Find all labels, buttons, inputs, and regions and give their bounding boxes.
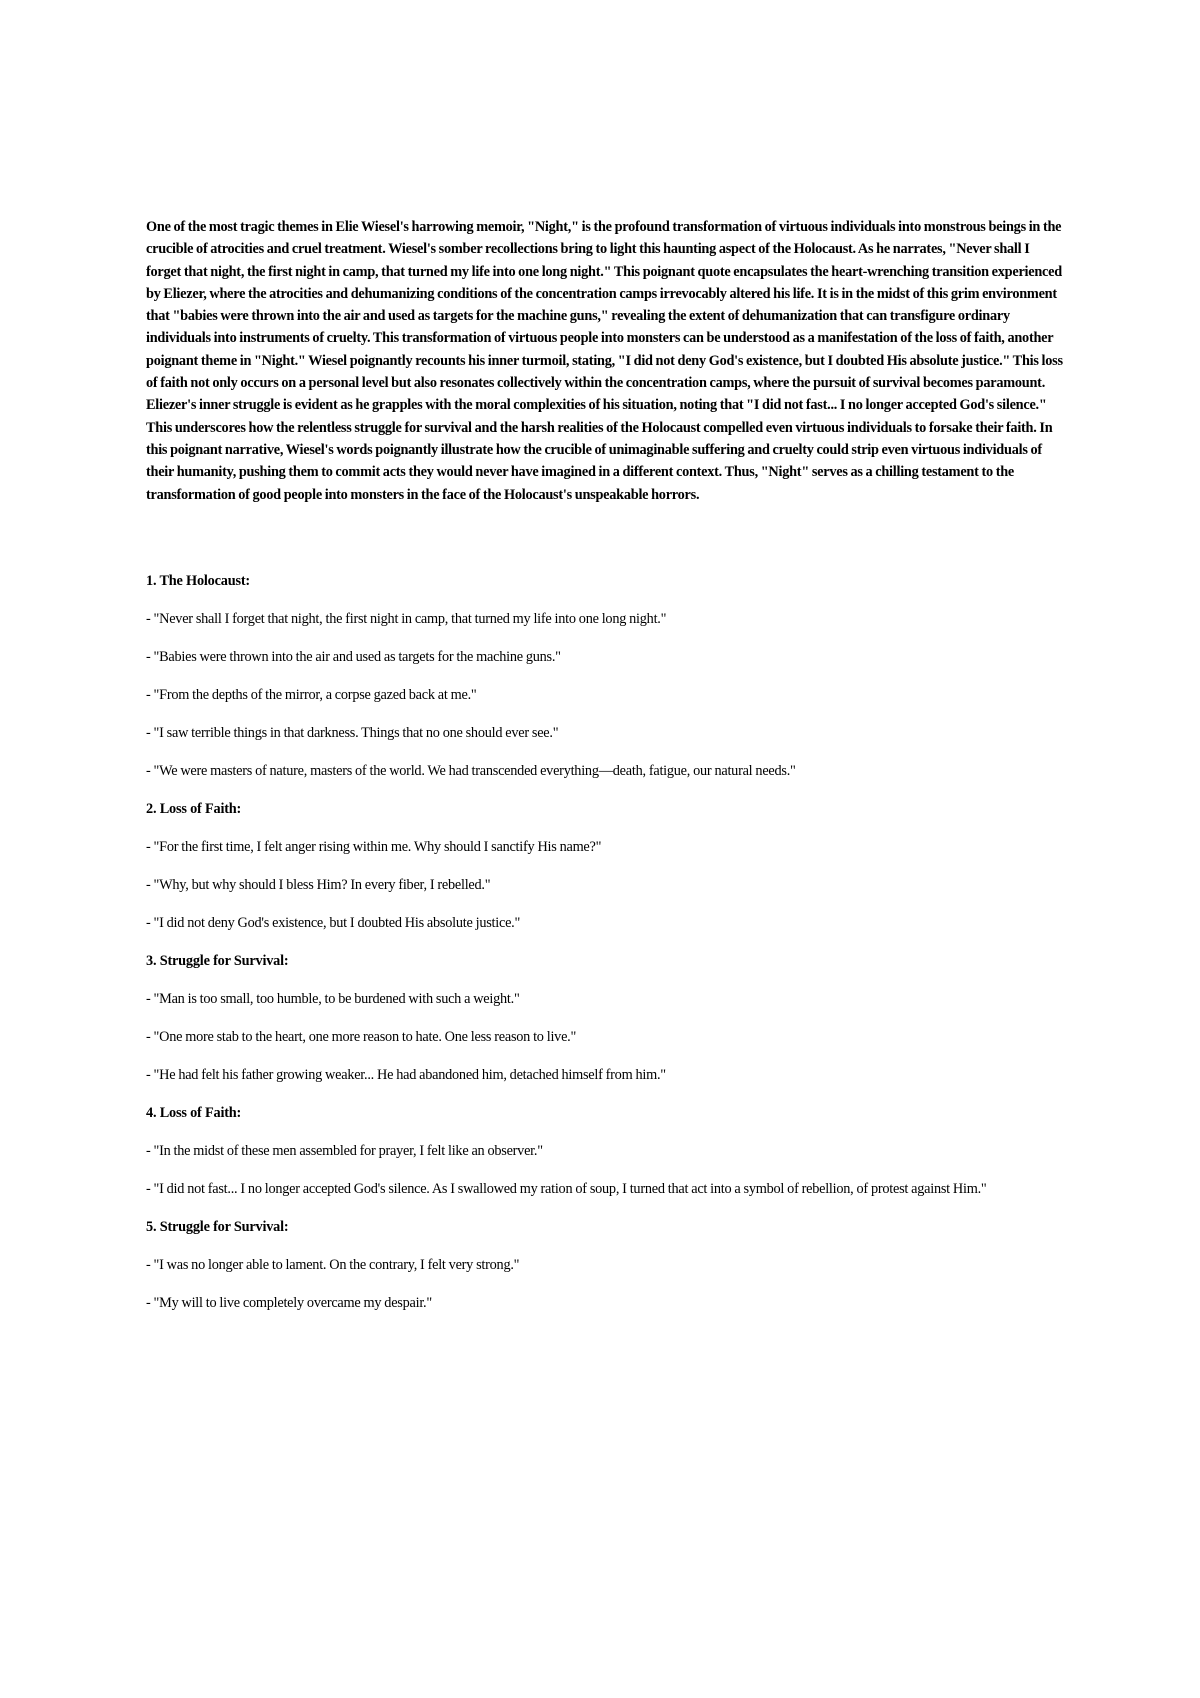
intro-paragraph: One of the most tragic themes in Elie Wiesel's harrowing memoir, "Night," is the profound transformation of virtuous individuals into monstrous beings in the crucible of atrocities and cruel treatment. Wiesel's somber recollections bring to light this haunting aspect of the Holocaust. As he narrates, "Never shall I forget that night, the first night in camp, that turned my life into one long night." This poignant quote encapsulates the heart-wrenching transition experienced by Eliezer, where the atrocities and dehumanizing conditions of the concentration camps irrevocably altered his life. It is in the midst of this grim environment that "babies were thrown into the air and used as targets for the machine guns," revealing the extent of dehumanization that can transfigure ordinary individuals into instruments of cruelty. This transformation of virtuous people into monsters can be understood as a manifestation of the loss of faith, another poignant theme in "Night." Wiesel poignantly recounts his inner turmoil, stating, "I did not deny God's existence, but I doubted His absolute justice." This loss of faith not only occurs on a personal level but also resonates collectively within the concentration camps, where the pursuit of survival becomes paramount. Eliezer's inner struggle is evident as he grapples with the moral complexities of his situation, noting that "I did not fast... I no longer accepted God's silence." This underscores how the relentless struggle for survival and the harsh realities of the Holocaust compelled even virtuous individuals to forsake their faith. In this poignant narrative, Wiesel's words poignantly illustrate how the crucible of unimaginable suffering and cruelty could strip even virtuous individuals of their humanity, pushing them to commit acts they would never have imagined in a different context. Thus, "Night" serves as a chilling testament to the transformation of good people into monsters in the face of the Holocaust's unspeakable horrors. (146, 219, 1063, 503)
quote-item: - "I saw terrible things in that darkness. Things that no one should ever see." (146, 724, 559, 741)
quote-item: - "For the first time, I felt anger rising within me. Why should I sanctify His name?" (146, 838, 602, 855)
quote-item: - "Never shall I forget that night, the first night in camp, that turned my life into one long night." (146, 610, 667, 627)
quote-item: - "My will to live completely overcame my despair." (146, 1294, 432, 1311)
section-heading: 5. Struggle for Survival: (146, 1218, 289, 1235)
quote-item: - "We were masters of nature, masters of the world. We had transcended everything—death, fatigue, our natural needs." (146, 762, 796, 779)
section-loss-of-faith-2 (146, 1102, 1064, 1200)
section-heading: 4. Loss of Faith: (146, 1104, 242, 1121)
section-heading: 3. Struggle for Survival: (146, 952, 289, 969)
quote-item: - "Babies were thrown into the air and used as targets for the machine guns." (146, 648, 561, 665)
section-loss-of-faith (146, 798, 1064, 934)
section-heading: 2. Loss of Faith: (146, 800, 242, 817)
section-struggle-for-survival (146, 950, 1064, 1086)
quote-item: - "I was no longer able to lament. On the contrary, I felt very strong." (146, 1256, 520, 1273)
quote-item: - "I did not deny God's existence, but I doubted His absolute justice." (146, 914, 521, 931)
document-body (146, 216, 1064, 1330)
section-struggle-for-survival-2 (146, 1216, 1064, 1314)
section-holocaust (146, 570, 1064, 782)
section-heading: 1. The Holocaust: (146, 572, 250, 589)
quote-item: - "Man is too small, too humble, to be burdened with such a weight." (146, 990, 520, 1007)
quote-sections (146, 570, 1064, 1314)
quote-item: - "He had felt his father growing weaker... He had abandoned him, detached himself from him." (146, 1066, 666, 1083)
quote-item: - "One more stab to the heart, one more reason to hate. One less reason to live." (146, 1028, 577, 1045)
quote-item: - "In the midst of these men assembled for prayer, I felt like an observer." (146, 1142, 543, 1159)
quote-item: - "From the depths of the mirror, a corpse gazed back at me." (146, 686, 477, 703)
quote-item: - "I did not fast... I no longer accepted God's silence. As I swallowed my ration of soup, I turned that act into a symbol of rebellion, of protest against Him." (146, 1180, 987, 1197)
quote-item: - "Why, but why should I bless Him? In every fiber, I rebelled." (146, 876, 491, 893)
